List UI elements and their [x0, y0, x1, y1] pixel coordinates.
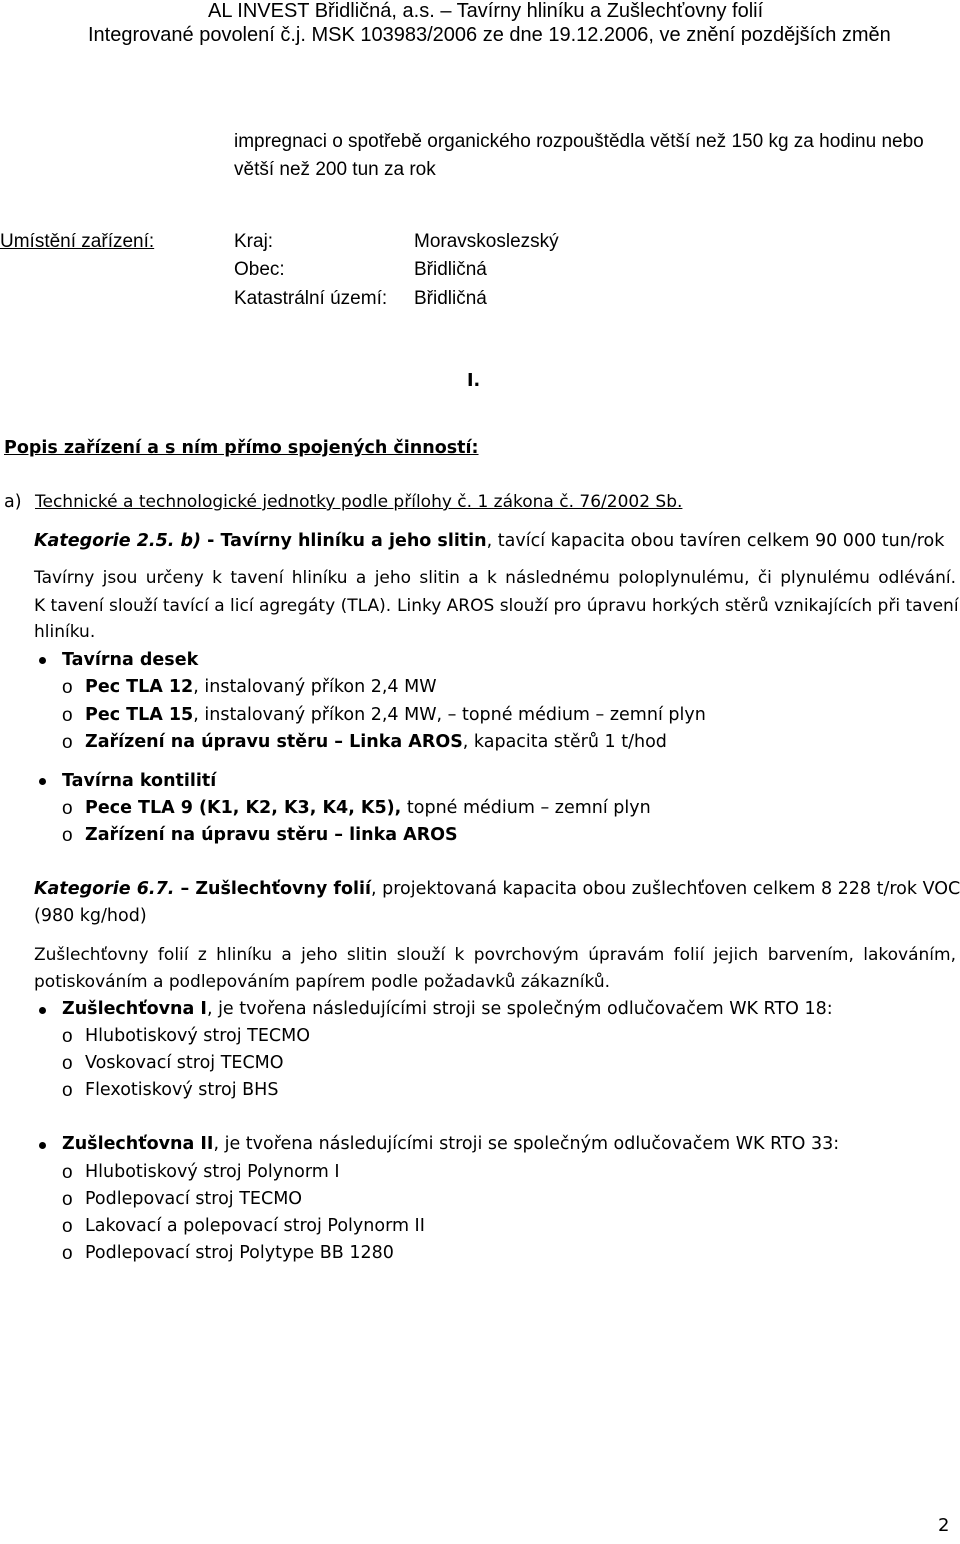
machine-item: Podlepovací stroj TECMO — [85, 1189, 303, 1209]
location-key-region: Kraj: — [234, 231, 274, 252]
category-2-5-heading — [34, 531, 944, 551]
category-2-5-rest: , tavící kapacita obou tavíren celkem 90 000 tun/rok — [486, 531, 945, 551]
category-2-5-name: Tavírny hliníku a jeho slitin — [220, 531, 487, 551]
item-bold: Zařízení na úpravu stěru – linka AROS — [85, 825, 458, 845]
sub-bullet: o — [62, 1080, 73, 1101]
section-number: I. — [467, 371, 481, 391]
location-key-municipality: Obec: — [234, 259, 285, 280]
furnace-tla9-item — [85, 798, 651, 818]
machine-item: Hlubotiskový stroj TECMO — [85, 1026, 311, 1046]
item-rest: , kapacita stěrů 1 t/hod — [462, 732, 667, 752]
sub-bullet: o — [62, 705, 73, 726]
category-6-7-rest: , projektovaná kapacita obou zušlechťoven celkem 8 228 t/rok VOC — [371, 879, 960, 899]
sub-bullet: o — [62, 1216, 73, 1237]
aros-line-item-2 — [85, 825, 458, 845]
category-2-5-para-1: Tavírny jsou určeny k tavení hliníku a jeho slitin a k následnému poloplynulému, či plynulému odlévání. — [34, 568, 956, 588]
category-6-7-dash: – — [174, 879, 196, 899]
item-bold: Pece TLA 9 (K1, K2, K3, K4, K5), — [85, 798, 402, 818]
category-6-7-name: Zušlechťovny folií — [195, 879, 371, 899]
furnace-tla15-item — [85, 705, 706, 725]
bullet-rest: , je tvořena následujícími stroji se společným odlučovačem WK RTO 33: — [213, 1134, 840, 1154]
sub-bullet: o — [62, 1053, 73, 1074]
bullet-melting-slabs: Tavírna desek — [62, 650, 199, 670]
sub-bullet: o — [62, 825, 73, 846]
machine-item: Voskovací stroj TECMO — [85, 1053, 284, 1073]
bullet-bold: Zušlechťovna I — [62, 999, 207, 1019]
machine-item: Podlepovací stroj Polytype BB 1280 — [85, 1243, 394, 1263]
bullet-finishing-2 — [62, 1134, 839, 1154]
category-2-5-para-3: hliníku. — [34, 622, 96, 642]
section-title: Popis zařízení a s ním přímo spojených činností: — [4, 438, 479, 458]
furnace-tla12-item — [85, 677, 437, 697]
item-bold: Zařízení na úpravu stěru – Linka AROS — [85, 732, 463, 752]
category-6-7-heading — [34, 879, 960, 899]
item-bold: Pec TLA 12 — [85, 677, 194, 697]
location-key-cadastre: Katastrální území: — [234, 288, 388, 309]
category-6-7-label: Kategorie 6.7. — [34, 879, 175, 899]
category-2-5-label: Kategorie 2.5. b) — [34, 531, 202, 551]
bullet-finishing-1 — [62, 999, 833, 1019]
sub-bullet: o — [62, 798, 73, 819]
item-bold: Pec TLA 15 — [85, 705, 194, 725]
location-value-cadastre: Břidličná — [414, 288, 487, 309]
location-value-region: Moravskoslezský — [414, 231, 559, 252]
sub-bullet: o — [62, 1162, 73, 1183]
sub-bullet: o — [62, 1243, 73, 1264]
sub-bullet: o — [62, 1189, 73, 1210]
bullet-continuous-casting: Tavírna kontilití — [62, 771, 217, 791]
header-line-2: Integrované povolení č.j. MSK 103983/2006 ze dne 19.12.2006, ve znění pozdějších změn — [88, 24, 891, 46]
subsection-title: Technické a technologické jednotky podle přílohy č. 1 zákona č. 76/2002 Sb. — [35, 492, 683, 512]
bullet-dot — [39, 657, 46, 664]
intro-line-1: impregnaci o spotřebě organického rozpouštědla větší než 150 kg za hodinu nebo — [234, 131, 924, 152]
sub-bullet: o — [62, 677, 73, 698]
bullet-dot — [39, 1007, 46, 1014]
aros-line-item — [85, 732, 667, 752]
bullet-dot — [39, 1142, 46, 1149]
category-6-7-para-2: potiskováním a podlepováním papírem podle požadavků zákazníků. — [34, 972, 610, 992]
category-2-5-para-2a: K tavení slouží tavící a licí agregáty (TLA). — [34, 596, 392, 616]
machine-item: Hlubotiskový stroj Polynorm I — [85, 1162, 340, 1182]
location-value-municipality: Břidličná — [414, 259, 487, 280]
item-rest: topné médium – zemní plyn — [401, 798, 651, 818]
bullet-dot — [39, 778, 46, 785]
page-number: 2 — [938, 1515, 950, 1536]
category-6-7-line-2: (980 kg/hod) — [34, 906, 147, 926]
intro-line-2: větší než 200 tun za rok — [234, 159, 436, 180]
bullet-bold: Zušlechťovna II — [62, 1134, 214, 1154]
item-rest: , instalovaný příkon 2,4 MW, – topné médium – zemní plyn — [193, 705, 706, 725]
header-line-1: AL INVEST Břidličná, a.s. – Tavírny hliníku a Zušlechťovny folií — [208, 0, 764, 22]
category-2-5-para-2b: Linky AROS slouží pro úpravu horkých stěrů vznikajících při tavení — [397, 596, 959, 616]
category-2-5-dash: - — [201, 531, 221, 551]
sub-bullet: o — [62, 732, 73, 753]
bullet-rest: , je tvořena následujícími stroji se společným odlučovačem WK RTO 18: — [206, 999, 833, 1019]
sub-bullet: o — [62, 1026, 73, 1047]
item-rest: , instalovaný příkon 2,4 MW — [193, 677, 437, 697]
subsection-letter: a) — [4, 492, 22, 512]
category-6-7-para-1: Zušlechťovny folií z hliníku a jeho slitin slouží k povrchovým úpravám folií jejich barvením, lakováním, — [34, 945, 956, 965]
location-label: Umístění zařízení: — [0, 231, 155, 252]
machine-item: Lakovací a polepovací stroj Polynorm II — [85, 1216, 425, 1236]
machine-item: Flexotiskový stroj BHS — [85, 1080, 279, 1100]
